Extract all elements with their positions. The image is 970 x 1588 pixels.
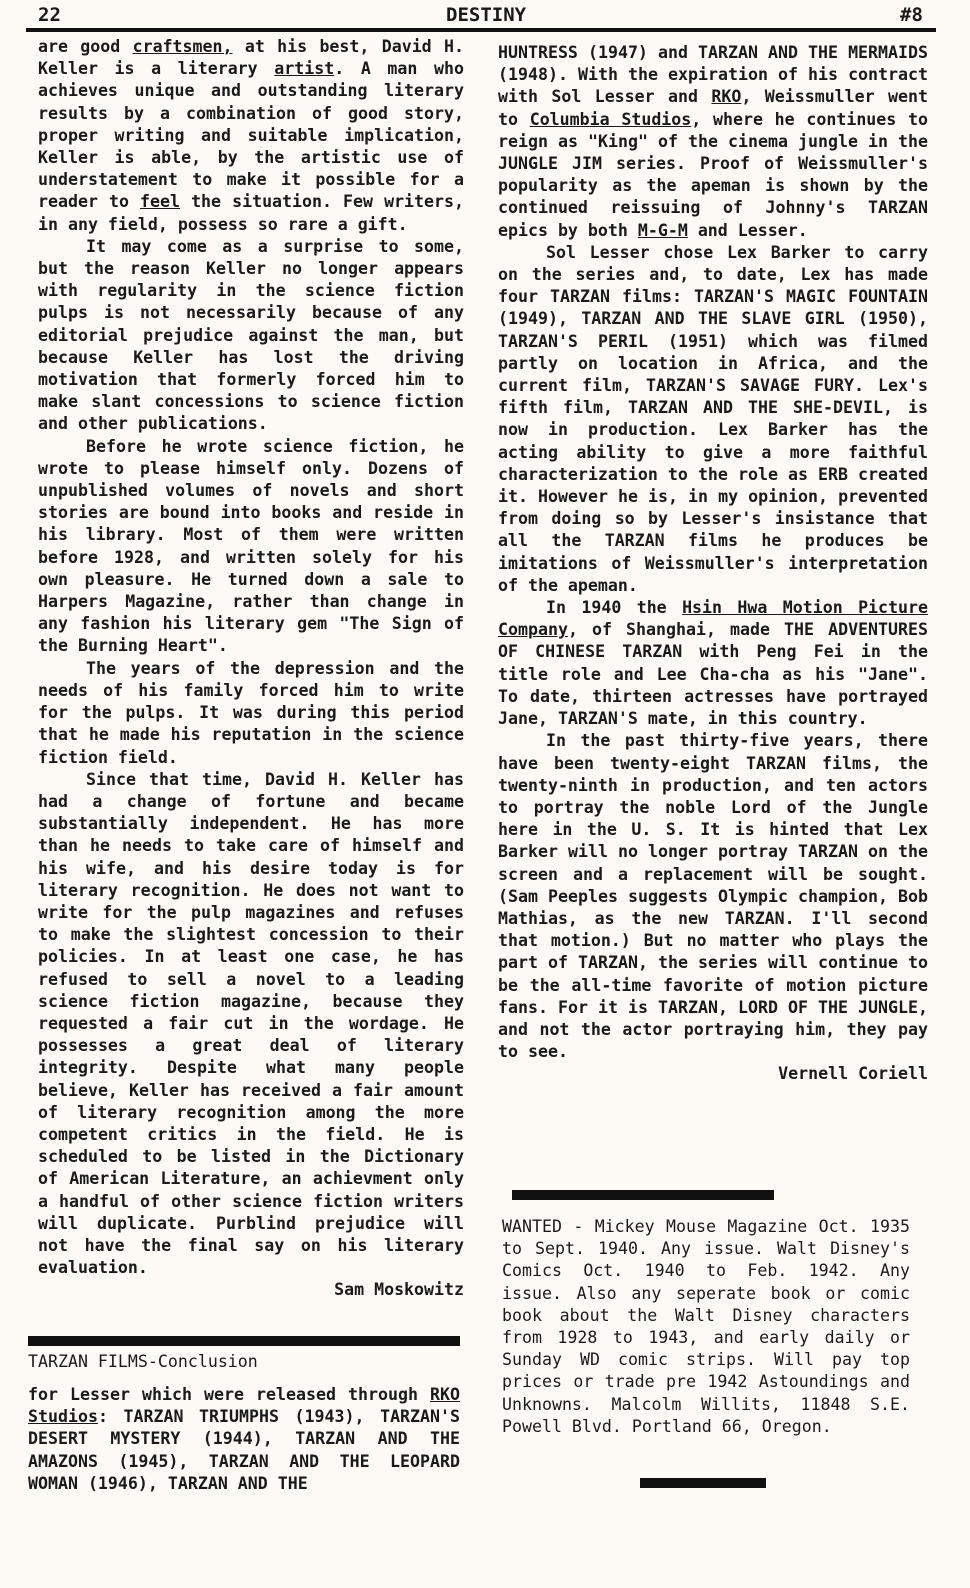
underlined-word: RKO: [711, 87, 742, 107]
paragraph: The years of the depression and the needs of his family forced him to write for the pulps. It was during this period that he made his reputation in the science fiction field.: [38, 658, 464, 767]
text-run: for Lesser which were released through: [28, 1385, 431, 1404]
underlined-word: artist: [274, 59, 335, 79]
text-run: , Weissmuller went to: [498, 87, 928, 129]
text-run: at his best, David H. Keller is a literary: [38, 37, 464, 79]
section-divider: [28, 1336, 460, 1346]
header-rule: [26, 28, 936, 32]
paragraph: It may come as a surprise to some, but the reason Keller no longer appears with regularity in the science fiction pulps is not necessarily because of any editorial prejudice against the man, but because Keller has lost the driving motivation that formerly forced him to make slant concessions to science fiction and other publications.: [38, 236, 464, 434]
underlined-word: RKO Studios: [28, 1385, 460, 1427]
wanted-ad: WANTED - Mickey Mouse Magazine Oct. 1935 to Sept. 1940. Any issue. Walt Disney's Comics Oct. 1940 to Feb. 1942. Any issue. Also any seperate book or comic book about the Walt Disney characters from 1928 to 1943, and early daily or Sunday WD comic strips. Will pay top prices or trade pre 1942 Astoundings and Unknowns. Malcolm Willits, 11848 S.E. Powell Blvd. Portland 66, Oregon.: [502, 1217, 910, 1436]
section-divider: [640, 1478, 766, 1488]
paragraph: [498, 597, 928, 730]
underlined-word: craftsmen,: [132, 37, 233, 56]
magazine-title: DESTINY: [446, 4, 527, 26]
text-run: , of Shanghai, made THE ADVENTURES OF CHINESE TARZAN with Peng Fei in the title role and Lee Cha-cha as his "Jane". To date, thirteen actresses have portrayed Jane, TARZAN'S mate, in this country.: [498, 620, 928, 729]
text-run: and Lesser.: [687, 220, 808, 240]
paragraph: Before he wrote science fiction, he wrote to please himself only. Dozens of unpublished volumes of novels and short stories are bound into books and reside in his library. Most of them were written before 1928, and written solely for his own pleasure. He turned down a sale to Harpers Magazine, rather than change in any fashion his literary gem "The Sign of the Burning Heart".: [38, 436, 464, 656]
paragraph: Sol Lesser chose Lex Barker to carry on the series and, to date, Lex has made four TARZAN films: TARZAN'S MAGIC FOUNTAIN (1949), TARZAN AND THE SLAVE GIRL (1950), TARZAN'S PERIL (1951) which was filmed partly on location in Africa, and the current film, TARZAN'S SAVAGE FURY. Lex's fifth film, TARZAN AND THE SHE-DEVIL, is now in production. Lex Barker has the acting ability to give a more faithful characterization to the role as ERB created it. However he is, in my opinion, prevented from doing so by Lesser's insistance that all the TARZAN films he produces be imitations of Weissmuller's interpretation of the apeman.: [498, 242, 928, 595]
paragraph: [28, 1384, 460, 1495]
right-column-article: [498, 42, 928, 1086]
tarzan-conclusion-text: [28, 1384, 460, 1495]
underlined-word: Hsin Hwa Motion Picture Company: [498, 598, 929, 640]
author-signature: Sam Moskowitz: [334, 1280, 464, 1300]
underlined-word: M-G-M: [637, 220, 688, 240]
section-divider: [512, 1190, 774, 1200]
paragraph: In the past thirty-five years, there have been twenty-eight TARZAN films, the twenty-ninth in production, and ten actors to portray the noble Lord of the Jungle here in the U. S. It is hinted that Lex Barker will no longer portray TARZAN on the screen and a replacement will be sought. (Sam Peeples suggests Olympic champion, Bob Mathias, as the new TARZAN. I'll second that motion.) But no matter who plays the part of TARZAN, the series will continue to be the all-time favorite of motion picture fans. For it is TARZAN, LORD OF THE JUNGLE, and not the actor portraying him, they pay to see.: [498, 731, 928, 1062]
section-heading: TARZAN FILMS-Conclusion: [28, 1352, 258, 1371]
text-run: In 1940 the: [546, 598, 683, 618]
author-signature: Vernell Coriell: [778, 1064, 928, 1084]
text-run: , where he continues to reign as "King" of the cinema jungle in the JUNGLE JIM series. Proof of Weissmuller's popularity as the apeman is shown by the continued reissuing of Johnny's TARZAN epics by both: [498, 109, 928, 240]
text-run: are good: [38, 37, 133, 56]
underlined-word: feel: [140, 192, 181, 212]
text-run: HUNTRESS (1947) and TARZAN AND THE MERMAIDS (1948). With the expiration of his contract with Sol Lesser and: [498, 43, 928, 107]
text-run: : TARZAN TRIUMPHS (1943), TARZAN'S DESERT MYSTERY (1944), TARZAN AND THE AMAZONS (1945), TARZAN AND THE LEOPARD WOMAN (1946), TARZAN AND THE: [28, 1407, 460, 1493]
paragraph: Since that time, David H. Keller has had a change of fortune and became substantially independent. He has more than he needs to take care of himself and his wife, and his desire today is for literary recognition. He does not want to write for the pulp magazines and refuses to make the slightest concession to their policies. In at least one case, he has refused to sell a novel to a leading science fiction magazine, because they requested a fair cut in the wordage. He possesses a great deal of literary integrity. Despite what many people believe, Keller has received a fair amount of literary recognition among the more competent critics in the field. He is scheduled to be listed in the Dictionary of American Literature, an achievment only a handful of other science fiction writers will duplicate. Purblind prejudice will not have the final say on his literary evaluation.: [38, 769, 464, 1278]
paragraph: [498, 42, 928, 242]
text-run: . A man who achieves unique and outstanding literary results by a combination of good story, proper writing and suitable implication, Keller is able, by the artistic use of understatement to make it possible for a reader to: [38, 59, 464, 212]
text-run: the situation. Few writers, in any field, possess so rare a gift.: [38, 192, 465, 234]
underlined-word: Columbia Studios: [529, 109, 692, 129]
page-number: 22: [38, 4, 61, 26]
paragraph: [38, 36, 464, 236]
issue-number: #8: [900, 4, 923, 26]
left-column-article: [38, 36, 464, 1302]
